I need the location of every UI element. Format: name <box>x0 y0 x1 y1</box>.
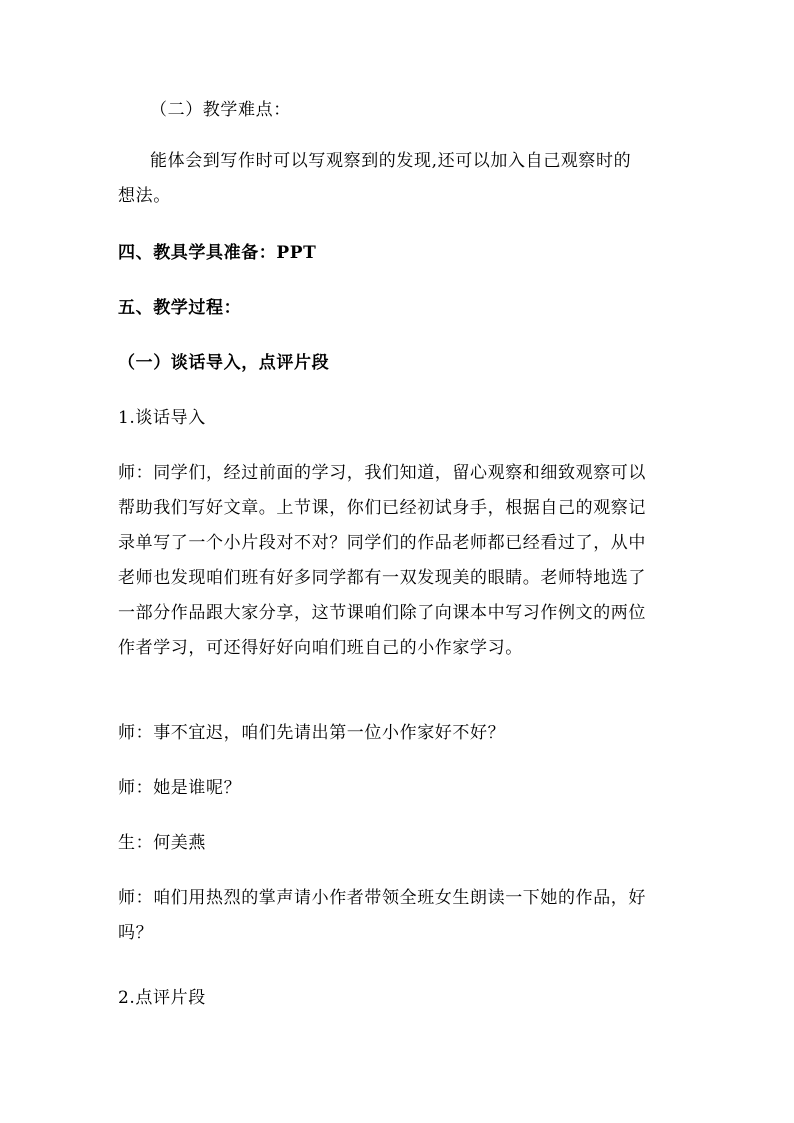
paragraph-line: 录单写了一个小片段对不对？同学们的作品老师都已经看过了，从中 <box>118 533 646 553</box>
paragraph-line: 师：同学们，经过前面的学习，我们知道，留心观察和细致观察可以 <box>118 463 646 483</box>
dialogue-line: 师：咱们用热烈的掌声请小作者带领全班女生朗读一下她的作品，好 <box>118 888 646 908</box>
paragraph-line: 想法。 <box>118 186 171 206</box>
section-heading-teaching-process: 五、教学过程： <box>118 298 242 318</box>
list-item-heading: 1.谈话导入 <box>118 408 206 428</box>
dialogue-line: 师：她是谁呢？ <box>118 778 242 798</box>
dialogue-line: 吗？ <box>118 923 154 943</box>
paragraph-line: 帮助我们写好文章。上节课，你们已经初试身手，根据自己的观察记 <box>118 498 646 518</box>
section-heading-teaching-difficulty: （二）教学难点： <box>150 100 291 120</box>
paragraph-line: 一部分作品跟大家分享，这节课咱们除了向课本中写习作例文的两位 <box>118 603 646 623</box>
section-heading-teaching-tools: 四、教具学具准备：PPT <box>118 243 317 263</box>
paragraph-line: 老师也发现咱们班有好多同学都有一双发现美的眼睛。老师特地选了 <box>118 568 646 588</box>
paragraph-line: 作者学习，可还得好好向咱们班自己的小作家学习。 <box>118 638 523 658</box>
dialogue-line: 师：事不宜迟，咱们先请出第一位小作家好不好？ <box>118 723 506 743</box>
paragraph-line: 能体会到写作时可以写观察到的发现,还可以加入自己观察时的 <box>150 151 632 171</box>
subsection-heading-intro: （一）谈话导入，点评片段 <box>118 353 330 373</box>
list-item-heading: 2.点评片段 <box>118 988 206 1008</box>
dialogue-line: 生：何美燕 <box>118 833 206 853</box>
